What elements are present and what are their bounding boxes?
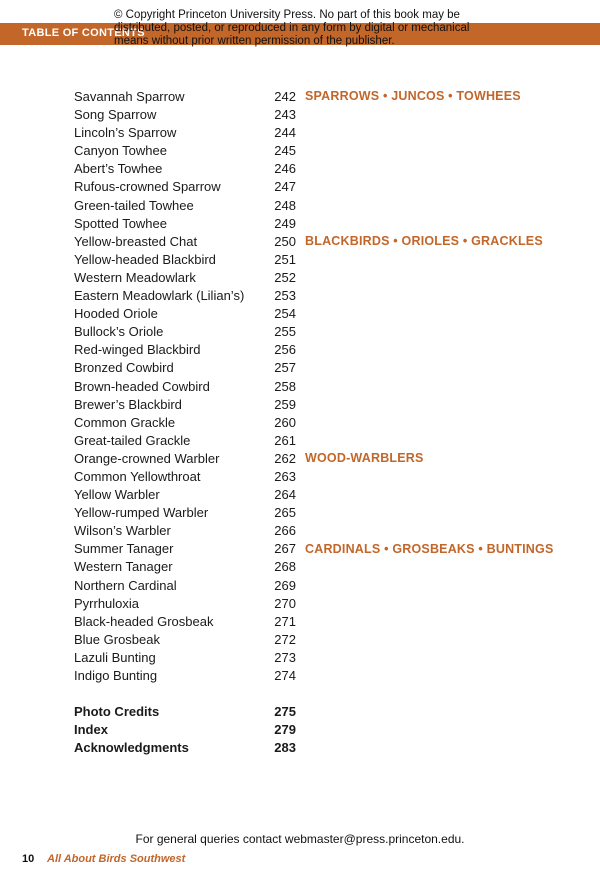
toc-entry[interactable] [74,124,304,142]
footer-contact: For general queries contact webmaster@press.princeton.edu. [135,832,465,846]
toc-entry[interactable] [74,739,304,757]
copyright-notice: © Copyright Princeton University Press. No part of this book may be distributed, posted, or reproduced in any form by digital or mechanical means without prior written permission of the publisher. [114,9,470,47]
toc-entry-title: Bullock’s Oriole [74,324,164,340]
toc-entry-page: 269 [274,577,296,593]
toc-entry[interactable] [74,450,304,468]
toc-entry[interactable] [74,396,304,414]
toc-entry-page: 264 [274,487,296,503]
toc-entry-title: Rufous-crowned Sparrow [74,179,221,195]
toc-entry[interactable] [74,577,304,595]
toc-entry-page: 258 [274,378,296,394]
toc-entry-page: 272 [274,631,296,647]
toc-entry-title: Index [74,722,108,738]
toc-entry-title: Yellow-headed Blackbird [74,251,216,267]
toc-entry[interactable] [74,233,304,251]
toc-entry[interactable] [74,432,304,450]
toc-entry-title: Indigo Bunting [74,668,158,683]
toc-entry-page: 254 [274,306,296,322]
toc-entry-page: 248 [274,197,296,213]
toc-entry-page: 255 [274,324,296,340]
toc-entry-title: Hooded Oriole [74,306,158,322]
toc-entry-page: 261 [274,432,296,448]
toc-entry-page: 246 [274,161,296,177]
toc-entry[interactable] [74,721,304,739]
toc-entry-title: Yellow Warbler [74,487,160,503]
toc-entry-title: Eastern Meadowlark (Lilian’s) [74,288,245,304]
toc-entry-page: 274 [274,668,296,683]
toc-entry[interactable] [74,341,304,359]
section-heading: CARDINALS • GROSBEAKS • BUNTINGS [305,541,554,556]
toc-entry-page: 253 [274,288,296,304]
toc-entry[interactable] [74,558,304,576]
toc-entry-page: 250 [274,233,296,249]
toc-entry-page: 263 [274,468,296,484]
toc-entry-title: Canyon Towhee [74,143,167,159]
toc-entry-page: 271 [274,613,296,629]
toc-entry-title: Common Grackle [74,414,176,430]
toc-entry-page: 273 [274,649,296,665]
toc-entry-title: Blue Grosbeak [74,631,160,647]
toc-entry[interactable] [74,305,304,323]
toc-entry[interactable] [74,197,304,215]
toc-entry-title: Lincoln’s Sparrow [74,125,177,141]
toc-entry-page: 244 [274,125,296,141]
toc-entry-title: Spotted Towhee [74,215,167,231]
toc-entry[interactable] [74,359,304,377]
toc-entry-title: Black-headed Grosbeak [74,613,214,629]
toc-entry-page: 247 [274,179,296,195]
toc-entry[interactable] [74,468,304,486]
toc-entry-title: Wilson’s Warbler [74,523,171,539]
page-number: 10 [22,853,35,865]
toc-entry[interactable] [74,667,304,685]
toc-entry-title: Pyrrhuloxia [74,595,140,611]
toc-entry-title: Abert’s Towhee [74,161,163,177]
section-heading: SPARROWS • JUNCOS • TOWHEES [305,89,521,103]
toc-entry[interactable] [74,106,304,124]
toc-entry-page: 245 [274,143,296,159]
toc-entry[interactable] [74,595,304,613]
toc-entry-title: Savannah Sparrow [74,89,185,104]
toc-entry-title: Bronzed Cowbird [74,360,174,376]
toc-entry-title: Acknowledgments [74,740,189,756]
toc-entry-title: Orange-crowned Warbler [74,450,220,466]
toc-entry[interactable] [74,287,304,305]
toc-entry[interactable] [74,486,304,504]
toc-entry[interactable] [74,160,304,178]
toc-entry-page: 251 [274,251,296,267]
toc-entry[interactable] [74,323,304,341]
toc-entry[interactable] [74,649,304,667]
back-matter-list [74,703,304,757]
toc-entry-page: 279 [274,722,296,738]
toc-entry-title: Brown-headed Cowbird [74,378,210,394]
section-heading: WOOD-WARBLERS [305,451,424,465]
toc-entry-title: Western Meadowlark [74,269,196,285]
toc-entry-page: 256 [274,342,296,358]
toc-entry-page: 268 [274,559,296,575]
toc-entry[interactable] [74,269,304,287]
toc-entry-title: Lazuli Bunting [74,649,156,665]
toc-entry-title: Common Yellowthroat [74,468,201,484]
toc-entry[interactable] [74,540,304,558]
toc-entry[interactable] [74,522,304,540]
section-title: TABLE OF CONTENTS [22,27,145,39]
toc-entry[interactable] [74,215,304,233]
toc-entry-page: 267 [274,541,296,557]
toc-entry[interactable] [74,142,304,160]
toc-entry-page: 275 [274,704,296,719]
toc-entry-title: Northern Cardinal [74,577,177,593]
toc-entry-title: Song Sparrow [74,107,157,123]
toc-entry-title: Western Tanager [74,559,173,575]
toc-entry-title: Yellow-rumped Warbler [74,505,209,521]
toc-entry-page: 257 [274,360,296,376]
toc-entry-title: Photo Credits [74,704,160,719]
toc-entry[interactable] [74,88,304,106]
toc-entry-title: Brewer’s Blackbird [74,396,182,412]
toc-entry[interactable] [74,504,304,522]
toc-entry-page: 252 [274,269,296,285]
toc-list [74,88,304,685]
toc-entry-title: Yellow-breasted Chat [74,233,198,249]
toc-entry-page: 270 [274,595,296,611]
toc-entry[interactable] [74,613,304,631]
toc-entry-page: 283 [274,740,296,756]
toc-entry[interactable] [74,631,304,649]
toc-entry-page: 265 [274,505,296,521]
toc-entry[interactable] [74,178,304,196]
book-title: All About Birds Southwest [47,853,186,865]
toc-entry-page: 266 [274,523,296,539]
toc-entry[interactable] [74,378,304,396]
toc-entry-title: Green-tailed Towhee [74,197,194,213]
toc-entry-page: 243 [274,107,296,123]
toc-entry-page: 259 [274,396,296,412]
toc-entry-page: 260 [274,414,296,430]
toc-entry[interactable] [74,414,304,432]
toc-entry-title: Red-winged Blackbird [74,342,201,358]
toc-entry[interactable] [74,251,304,269]
toc-entry-page: 249 [274,215,296,231]
toc-entry-title: Summer Tanager [74,541,174,557]
toc-entry-page: 262 [274,450,296,466]
toc-entry-page: 242 [274,89,296,104]
section-heading: BLACKBIRDS • ORIOLES • GRACKLES [305,233,543,248]
toc-entry-title: Great-tailed Grackle [74,432,191,448]
toc-entry[interactable] [74,703,304,721]
